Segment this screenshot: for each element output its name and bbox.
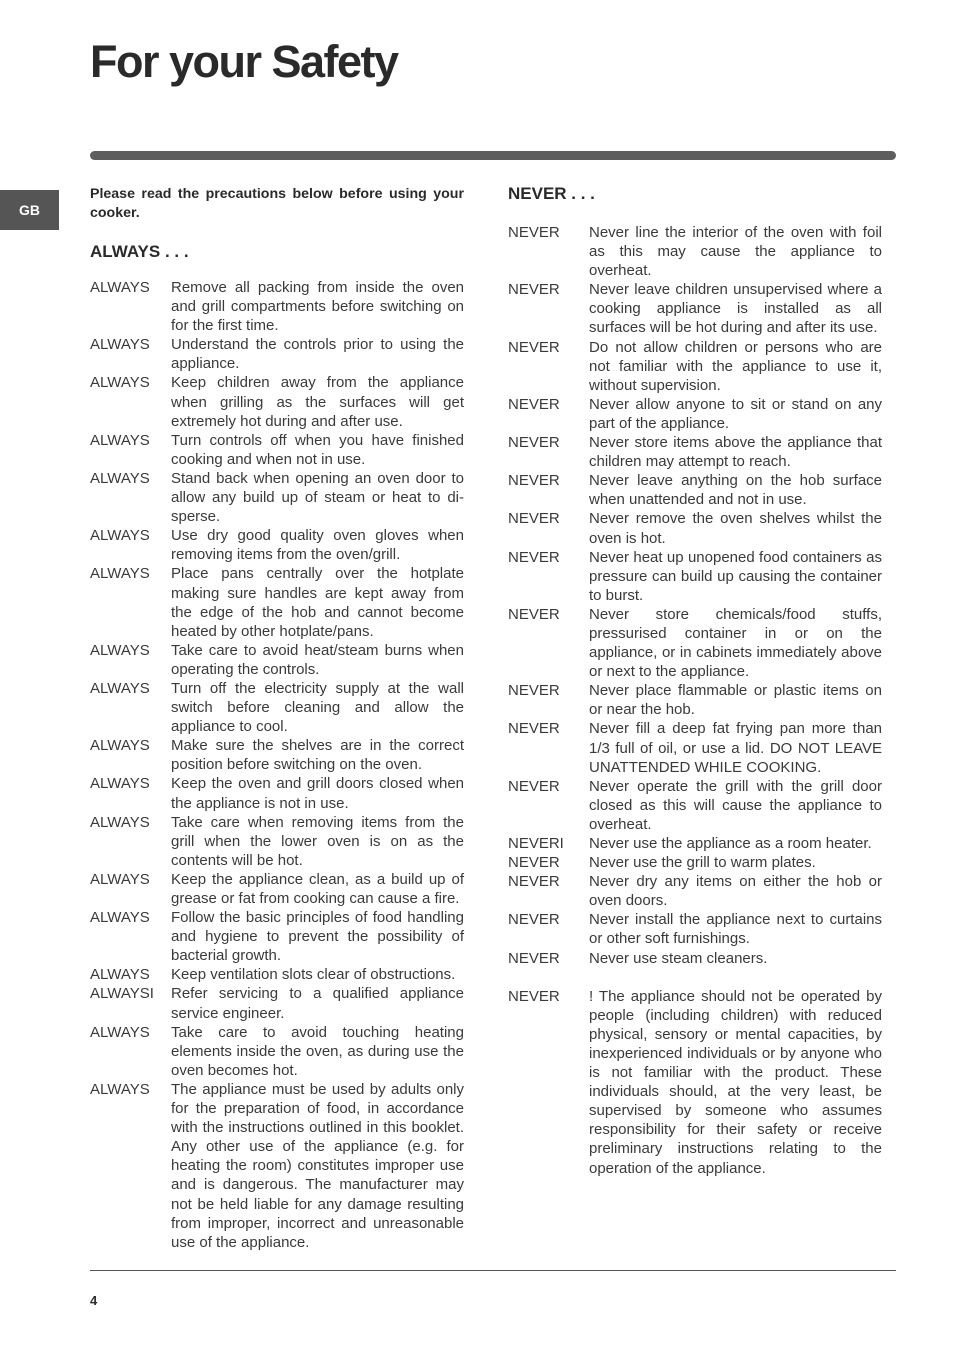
item-label: NEVER bbox=[508, 873, 560, 891]
item-text: Keep children away from the appliance when grilling as the surfaces will get extremely hot during and after use. bbox=[171, 374, 464, 430]
list-item bbox=[90, 984, 464, 1022]
item-label: NEVER bbox=[508, 911, 560, 929]
item-text: Never operate the grill with the grill door closed as this will cause the appliance to overheat. bbox=[589, 777, 882, 833]
item-text: Use dry good quality oven gloves when removing items from the oven/grill. bbox=[171, 527, 464, 564]
item-label: ALWAYS bbox=[90, 641, 150, 659]
item-label: NEVER bbox=[508, 777, 560, 795]
list-item bbox=[508, 910, 882, 948]
item-text: Never fill a deep fat frying pan more than 1/3 full of oil, or use a lid. DO NOT LEAVE UNATTENDED WHILE COOKING. bbox=[589, 720, 882, 776]
list-item bbox=[90, 965, 464, 984]
item-text: Never allow anyone to sit or stand on any part of the appliance. bbox=[589, 395, 882, 432]
item-text: ! The appliance should not be operated by people (including children) with reduced physical, sensory or mental capacities, by inexperienced individuals or by anyone who is not familiar with the product. These individuals should, at the very least, be supervised by someone who assumes responsibility for their safety or receive preliminary instructions relating to the operation of the appliance. bbox=[589, 987, 882, 1177]
list-item bbox=[90, 641, 464, 679]
header-divider bbox=[90, 151, 896, 160]
list-item bbox=[90, 774, 464, 812]
list-item bbox=[90, 564, 464, 640]
list-item bbox=[508, 872, 882, 910]
item-text: Turn controls off when you have finished cooking and when not in use. bbox=[171, 431, 464, 468]
item-label: NEVER bbox=[508, 548, 560, 566]
item-label: ALWAYS bbox=[90, 1023, 150, 1041]
item-label: ALWAYS bbox=[90, 679, 150, 697]
never-column bbox=[508, 184, 882, 1178]
item-label: NEVER bbox=[508, 395, 560, 413]
item-label: ALWAYS bbox=[90, 279, 150, 296]
item-label: ALWAYS bbox=[90, 870, 150, 888]
always-heading: ALWAYS . . . bbox=[90, 242, 189, 261]
item-text: Never line the interior of the oven with foil as this may cause the appliance to overheat. bbox=[589, 224, 882, 280]
item-label: NEVER bbox=[508, 224, 560, 241]
always-list bbox=[90, 278, 464, 1252]
item-text: Stand back when opening an oven door to allow any build up of steam or heat to di-sperse. bbox=[171, 469, 464, 526]
list-item bbox=[508, 509, 882, 547]
item-text: Make sure the shelves are in the correct position before switching on the oven. bbox=[171, 737, 464, 774]
item-text: Never use the appliance as a room heater. bbox=[589, 835, 872, 852]
footer-divider bbox=[90, 1270, 896, 1271]
list-item bbox=[508, 223, 882, 280]
item-label: NEVER bbox=[508, 510, 560, 528]
list-item bbox=[508, 433, 882, 471]
list-item bbox=[90, 679, 464, 736]
item-text: Never place flammable or plastic items on or near the hob. bbox=[589, 682, 882, 719]
item-label: NEVER bbox=[508, 281, 560, 299]
item-text: Keep the appliance clean, as a build up of grease or fat from cooking can cause a fire. bbox=[171, 870, 464, 907]
list-item bbox=[508, 395, 882, 433]
item-text: Follow the basic principles of food handling and hygiene to prevent the possibility of bacterial growth. bbox=[171, 909, 464, 965]
item-text: Never leave children unsupervised where a cooking appliance is installed as all surfaces will be hot during and after its use. bbox=[589, 281, 882, 337]
item-label: ALWAYS bbox=[90, 966, 150, 984]
item-text: Never store items above the appliance that children may attempt to reach. bbox=[589, 434, 882, 471]
item-text: Turn off the electricity supply at the wall switch before cleaning and allow the appliance to cool. bbox=[171, 679, 464, 736]
item-label: ALWAYS bbox=[90, 565, 150, 583]
item-text: Take care when removing items from the grill when the lower oven is on as the contents will be hot. bbox=[171, 813, 464, 869]
item-text: Never install the appliance next to curtains or other soft furnishings. bbox=[589, 911, 882, 948]
item-label: NEVERI bbox=[508, 835, 564, 852]
list-item bbox=[508, 338, 882, 395]
item-label: ALWAYS bbox=[90, 813, 150, 831]
list-item bbox=[90, 373, 464, 430]
item-text: Never use the grill to warm plates. bbox=[589, 854, 816, 872]
item-text: Take care to avoid heat/steam burns when operating the controls. bbox=[171, 641, 464, 678]
item-label: NEVER bbox=[508, 682, 560, 700]
item-label: ALWAYSI bbox=[90, 985, 154, 1003]
list-item bbox=[90, 908, 464, 965]
item-text: Never use steam cleaners. bbox=[589, 949, 768, 967]
list-item bbox=[508, 987, 882, 1178]
list-item bbox=[90, 526, 464, 564]
list-item bbox=[90, 278, 464, 335]
item-label: NEVER bbox=[508, 434, 560, 452]
item-text: Refer servicing to a qualified appliance service engineer. bbox=[171, 985, 464, 1022]
list-item bbox=[508, 471, 882, 509]
item-label: ALWAYS bbox=[90, 527, 150, 545]
list-item bbox=[90, 1023, 464, 1080]
list-item bbox=[508, 853, 882, 872]
item-text: Never remove the oven shelves whilst the oven is hot. bbox=[589, 510, 882, 547]
list-item bbox=[508, 548, 882, 605]
item-label: ALWAYS bbox=[90, 909, 150, 927]
item-label: NEVER bbox=[508, 338, 560, 356]
never-list bbox=[508, 223, 882, 1178]
list-item bbox=[90, 813, 464, 870]
page-number: 4 bbox=[90, 1293, 98, 1308]
list-item bbox=[508, 681, 882, 719]
item-text: Place pans centrally over the hotplate making sure handles are kept away from the edge of the hob and cannot become heated by other hotplate/pans. bbox=[171, 565, 464, 640]
item-text: Keep the oven and grill doors closed when the appliance is not in use. bbox=[171, 775, 464, 812]
list-item bbox=[508, 719, 882, 776]
item-label: NEVER bbox=[508, 720, 560, 738]
item-label: ALWAYS bbox=[90, 775, 150, 793]
item-label: NEVER bbox=[508, 605, 560, 623]
page-title: For your Safety bbox=[90, 36, 398, 87]
intro-text: Please read the precautions below before using your cooker. bbox=[90, 186, 464, 221]
list-item bbox=[90, 736, 464, 774]
list-item bbox=[508, 777, 882, 834]
list-item bbox=[90, 1080, 464, 1252]
item-label: ALWAYS bbox=[90, 374, 150, 392]
item-text: Remove all packing from inside the oven and grill compartments before switching on for the first time. bbox=[171, 279, 464, 335]
list-item bbox=[90, 870, 464, 908]
item-label: NEVER bbox=[508, 854, 560, 872]
item-text: Keep ventilation slots clear of obstructions. bbox=[171, 966, 456, 984]
item-label: ALWAYS bbox=[90, 431, 150, 449]
item-text: Never heat up unopened food containers as pressure can build up causing the container to burst. bbox=[589, 548, 882, 604]
item-label: NEVER bbox=[508, 472, 560, 490]
item-text: The appliance must be used by adults only for the preparation of food, in accordance with the instructions outlined in this booklet. Any other use of the appliance (e.g. for heating the room) constitutes improper use and is dangerous. The manufacturer may not be held liable for any damage resulting from improper, incorrect and unreasonable use of the appliance. bbox=[171, 1080, 464, 1251]
item-text: Never dry any items on either the hob or oven doors. bbox=[589, 873, 882, 910]
item-text: Never leave anything on the hob surface when unattended and not in use. bbox=[589, 472, 882, 509]
list-item bbox=[90, 335, 464, 373]
language-tab: GB bbox=[0, 190, 59, 230]
item-label: ALWAYS bbox=[90, 336, 150, 354]
list-item bbox=[508, 834, 882, 853]
list-item bbox=[90, 469, 464, 526]
item-label: ALWAYS bbox=[90, 469, 150, 487]
list-item bbox=[508, 280, 882, 337]
always-column bbox=[90, 184, 464, 1252]
list-item bbox=[508, 949, 882, 968]
item-label: ALWAYS bbox=[90, 737, 150, 755]
list-item bbox=[508, 605, 882, 681]
item-label: NEVER bbox=[508, 987, 560, 1005]
item-text: Do not allow children or persons who are not familiar with the appliance to use it, without supervision. bbox=[589, 338, 882, 394]
item-text: Never store chemicals/food stuffs, pressurised container in or on the appliance, or in cabinets immediately above or next to the appliance. bbox=[589, 605, 882, 681]
never-heading: NEVER . . . bbox=[508, 184, 595, 203]
list-item bbox=[90, 431, 464, 469]
item-label: ALWAYS bbox=[90, 1080, 150, 1098]
item-text: Take care to avoid touching heating elements inside the oven, as during use the oven becomes hot. bbox=[171, 1023, 464, 1079]
item-label: NEVER bbox=[508, 949, 560, 967]
item-text: Understand the controls prior to using the appliance. bbox=[171, 336, 464, 373]
